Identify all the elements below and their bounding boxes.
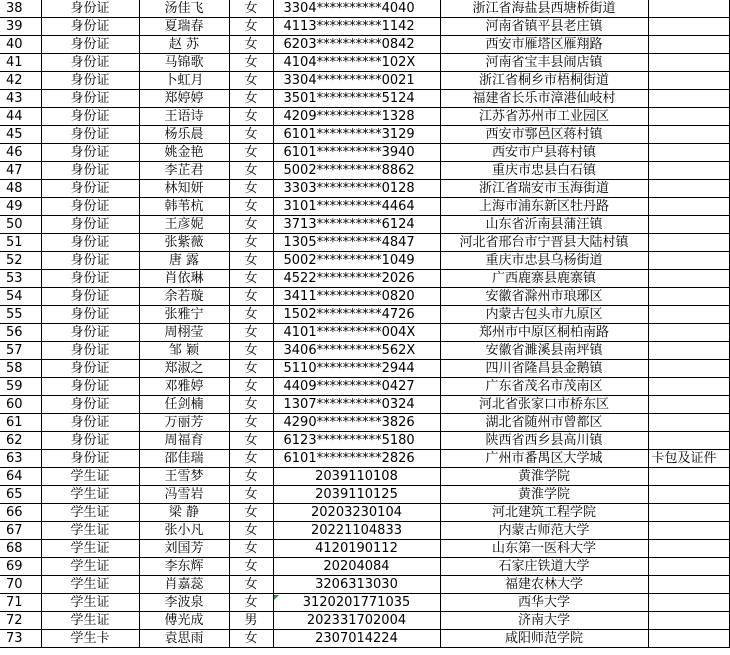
owner-name-cell[interactable]: 周福育 (139, 432, 229, 450)
address-cell[interactable]: 福建省长乐市漳港仙岐村 (440, 90, 648, 108)
row-number-cell[interactable]: 50 (0, 216, 41, 234)
table-row (0, 144, 729, 162)
row-number-cell[interactable]: 48 (0, 180, 41, 198)
id-number-cell[interactable]: 1305**********4847 (273, 234, 440, 252)
gender-cell[interactable]: 女 (229, 468, 273, 486)
id-number-cell[interactable]: 3303**********0128 (273, 180, 440, 198)
document-type-cell[interactable]: 学生证 (41, 540, 139, 558)
gender-cell[interactable]: 女 (229, 36, 273, 54)
id-number-cell[interactable]: 6203**********0842 (273, 36, 440, 54)
gender-cell[interactable]: 女 (229, 342, 273, 360)
address-cell[interactable]: 浙江省瑞安市玉海街道 (440, 180, 648, 198)
row-number-cell[interactable]: 53 (0, 270, 41, 288)
row-number-cell[interactable]: 69 (0, 558, 41, 576)
document-type-cell[interactable]: 身份证 (41, 18, 139, 36)
note-cell[interactable] (648, 90, 729, 108)
id-number-cell[interactable]: 1307**********0324 (273, 396, 440, 414)
id-number-cell[interactable]: 20221104833 (273, 522, 440, 540)
table-row (0, 252, 729, 270)
row-number-cell[interactable]: 70 (0, 576, 41, 594)
document-type-cell[interactable]: 身份证 (41, 144, 139, 162)
note-cell[interactable] (648, 288, 729, 306)
address-cell[interactable]: 黄淮学院 (440, 468, 648, 486)
gender-cell[interactable]: 女 (229, 450, 273, 468)
gender-cell[interactable]: 女 (229, 432, 273, 450)
gender-cell[interactable]: 男 (229, 612, 273, 630)
note-cell[interactable] (648, 576, 729, 594)
row-number-cell[interactable]: 62 (0, 432, 41, 450)
document-type-cell[interactable]: 身份证 (41, 342, 139, 360)
id-number-cell[interactable]: 3411**********0820 (273, 288, 440, 306)
document-type-cell[interactable]: 身份证 (41, 162, 139, 180)
row-number-cell[interactable]: 72 (0, 612, 41, 630)
gender-cell[interactable]: 女 (229, 234, 273, 252)
table-row (0, 108, 729, 126)
row-number-cell[interactable]: 45 (0, 126, 41, 144)
address-cell[interactable]: 河北建筑工程学院 (440, 504, 648, 522)
address-cell[interactable]: 内蒙古包头市九原区 (440, 306, 648, 324)
owner-name-cell[interactable]: 傅光成 (139, 612, 229, 630)
address-cell[interactable]: 河北省邢台市宁晋县大陆村镇 (440, 234, 648, 252)
id-number-cell[interactable]: 20204084 (273, 558, 440, 576)
table-row (0, 162, 729, 180)
note-cell[interactable] (648, 594, 729, 612)
gender-cell[interactable]: 女 (229, 360, 273, 378)
address-cell[interactable]: 郑州市中原区桐柏南路 (440, 324, 648, 342)
address-cell[interactable]: 济南大学 (440, 612, 648, 630)
note-cell[interactable] (648, 270, 729, 288)
document-type-cell[interactable]: 学生卡 (41, 630, 139, 648)
address-cell[interactable]: 广西鹿寨县鹿寨镇 (440, 270, 648, 288)
document-type-cell[interactable]: 身份证 (41, 360, 139, 378)
owner-name-cell[interactable]: 马锦歌 (139, 54, 229, 72)
owner-name-cell[interactable]: 李东辉 (139, 558, 229, 576)
row-number-cell[interactable]: 51 (0, 234, 41, 252)
gender-cell[interactable]: 女 (229, 558, 273, 576)
owner-name-cell[interactable]: 王彦妮 (139, 216, 229, 234)
id-number-cell[interactable]: 4209**********1328 (273, 108, 440, 126)
gender-cell[interactable]: 女 (229, 126, 273, 144)
table-row (0, 306, 729, 324)
row-number-cell[interactable]: 43 (0, 90, 41, 108)
table-row (0, 342, 729, 360)
document-type-cell[interactable]: 身份证 (41, 414, 139, 432)
address-cell[interactable]: 广州市番禺区大学城 (440, 450, 648, 468)
row-number-cell[interactable]: 66 (0, 504, 41, 522)
gender-cell[interactable]: 女 (229, 396, 273, 414)
table-row (0, 414, 729, 432)
gender-cell[interactable]: 女 (229, 594, 273, 612)
table-row (0, 90, 729, 108)
document-type-cell[interactable]: 身份证 (41, 198, 139, 216)
table-row (0, 450, 729, 468)
owner-name-cell[interactable]: 肖依琳 (139, 270, 229, 288)
table-row (0, 504, 729, 522)
owner-name-cell[interactable]: 郑婷婷 (139, 90, 229, 108)
owner-name-cell[interactable]: 邵佳瑞 (139, 450, 229, 468)
note-cell[interactable]: 卡包及证件 (648, 450, 729, 468)
row-number-cell[interactable]: 60 (0, 396, 41, 414)
note-cell[interactable] (648, 36, 729, 54)
row-number-cell[interactable]: 49 (0, 198, 41, 216)
gender-cell[interactable]: 女 (229, 576, 273, 594)
gender-cell[interactable]: 女 (229, 0, 273, 18)
row-number-cell[interactable]: 63 (0, 450, 41, 468)
address-cell[interactable]: 咸阳师范学院 (440, 630, 648, 648)
table-row (0, 216, 729, 234)
row-number-cell[interactable]: 47 (0, 162, 41, 180)
address-cell[interactable]: 浙江省桐乡市梧桐街道 (440, 72, 648, 90)
table-row (0, 126, 729, 144)
document-type-cell[interactable]: 学生证 (41, 504, 139, 522)
document-type-cell[interactable]: 学生证 (41, 558, 139, 576)
gender-cell[interactable]: 女 (229, 630, 273, 648)
row-number-cell[interactable]: 54 (0, 288, 41, 306)
table-row (0, 324, 729, 342)
note-cell[interactable] (648, 522, 729, 540)
id-number-cell[interactable]: 4409**********0427 (273, 378, 440, 396)
id-number-cell[interactable]: 2039110108 (273, 468, 440, 486)
id-number-cell[interactable]: 1502**********4726 (273, 306, 440, 324)
row-number-cell[interactable]: 39 (0, 18, 41, 36)
document-type-cell[interactable]: 身份证 (41, 72, 139, 90)
document-type-cell[interactable]: 学生证 (41, 612, 139, 630)
note-cell[interactable] (648, 198, 729, 216)
table-row (0, 72, 729, 90)
note-cell[interactable] (648, 504, 729, 522)
id-number-cell[interactable]: 6101**********3940 (273, 144, 440, 162)
id-number-cell[interactable]: 5002**********8862 (273, 162, 440, 180)
address-cell[interactable]: 西安市雁塔区雁翔路 (440, 36, 648, 54)
row-number-cell[interactable]: 65 (0, 486, 41, 504)
id-number-cell[interactable]: 3501**********5124 (273, 90, 440, 108)
table-row (0, 576, 729, 594)
row-number-cell[interactable]: 58 (0, 360, 41, 378)
document-type-cell[interactable]: 身份证 (41, 36, 139, 54)
owner-name-cell[interactable]: 邹 颖 (139, 342, 229, 360)
document-type-cell[interactable]: 身份证 (41, 378, 139, 396)
note-cell[interactable] (648, 486, 729, 504)
note-cell[interactable] (648, 612, 729, 630)
id-number-cell[interactable]: 3120201771035 (273, 594, 440, 612)
row-number-cell[interactable]: 64 (0, 468, 41, 486)
note-cell[interactable] (648, 540, 729, 558)
table-row (0, 198, 729, 216)
row-number-cell[interactable]: 40 (0, 36, 41, 54)
gender-cell[interactable]: 女 (229, 306, 273, 324)
table-row (0, 630, 729, 648)
address-cell[interactable]: 上海市浦东新区牡丹路 (440, 198, 648, 216)
note-cell[interactable] (648, 144, 729, 162)
document-type-cell[interactable]: 身份证 (41, 234, 139, 252)
note-cell[interactable] (648, 414, 729, 432)
table-row (0, 36, 729, 54)
gender-cell[interactable]: 女 (229, 198, 273, 216)
owner-name-cell[interactable]: 任剑楠 (139, 396, 229, 414)
document-type-cell[interactable]: 身份证 (41, 252, 139, 270)
table-row (0, 234, 729, 252)
gender-cell[interactable]: 女 (229, 522, 273, 540)
document-type-cell[interactable]: 身份证 (41, 54, 139, 72)
row-number-cell[interactable]: 59 (0, 378, 41, 396)
document-type-cell[interactable]: 身份证 (41, 0, 139, 18)
cell-comment-indicator (274, 595, 279, 600)
gender-cell[interactable]: 女 (229, 54, 273, 72)
note-cell[interactable] (648, 72, 729, 90)
address-cell[interactable]: 山东第一医科大学 (440, 540, 648, 558)
address-cell[interactable]: 河北省张家口市桥东区 (440, 396, 648, 414)
address-cell[interactable]: 山东省沂南县蒲汪镇 (440, 216, 648, 234)
address-cell[interactable]: 黄淮学院 (440, 486, 648, 504)
id-number-cell[interactable]: 4101**********004X (273, 324, 440, 342)
document-type-cell[interactable]: 身份证 (41, 216, 139, 234)
id-number-cell[interactable]: 2307014224 (273, 630, 440, 648)
note-cell[interactable] (648, 558, 729, 576)
address-cell[interactable]: 陕西省西乡县高川镇 (440, 432, 648, 450)
note-cell[interactable] (648, 0, 729, 18)
row-number-cell[interactable]: 73 (0, 630, 41, 648)
table-row (0, 270, 729, 288)
gender-cell[interactable]: 女 (229, 540, 273, 558)
address-cell[interactable]: 福建农林大学 (440, 576, 648, 594)
table-row (0, 378, 729, 396)
note-cell[interactable] (648, 306, 729, 324)
document-type-cell[interactable]: 学生证 (41, 486, 139, 504)
note-cell[interactable] (648, 216, 729, 234)
note-cell[interactable] (648, 324, 729, 342)
owner-name-cell[interactable]: 余若璇 (139, 288, 229, 306)
row-number-cell[interactable]: 55 (0, 306, 41, 324)
note-cell[interactable] (648, 468, 729, 486)
table-row (0, 396, 729, 414)
owner-name-cell[interactable]: 张小凡 (139, 522, 229, 540)
gender-cell[interactable]: 女 (229, 216, 273, 234)
note-cell[interactable] (648, 396, 729, 414)
id-number-cell[interactable]: 5002**********1049 (273, 252, 440, 270)
row-number-cell[interactable]: 67 (0, 522, 41, 540)
owner-name-cell[interactable]: 张雅宁 (139, 306, 229, 324)
table-row (0, 594, 729, 612)
id-number-cell[interactable]: 6101**********2826 (273, 450, 440, 468)
address-cell[interactable]: 河南省镇平县老庄镇 (440, 18, 648, 36)
document-type-cell[interactable]: 身份证 (41, 306, 139, 324)
owner-name-cell[interactable]: 周栩莹 (139, 324, 229, 342)
gender-cell[interactable]: 女 (229, 108, 273, 126)
document-type-cell[interactable]: 身份证 (41, 288, 139, 306)
address-cell[interactable]: 湖北省随州市曾都区 (440, 414, 648, 432)
row-number-cell[interactable]: 42 (0, 72, 41, 90)
table-row (0, 432, 729, 450)
document-type-cell[interactable]: 身份证 (41, 108, 139, 126)
table-row (0, 180, 729, 198)
note-cell[interactable] (648, 108, 729, 126)
owner-name-cell[interactable]: 梁 静 (139, 504, 229, 522)
id-number-cell[interactable]: 4104**********102X (273, 54, 440, 72)
owner-name-cell[interactable]: 赵 苏 (139, 36, 229, 54)
document-type-cell[interactable]: 学生证 (41, 468, 139, 486)
document-type-cell[interactable]: 身份证 (41, 180, 139, 198)
gender-cell[interactable]: 女 (229, 414, 273, 432)
gender-cell[interactable]: 女 (229, 270, 273, 288)
address-cell[interactable]: 广东省茂名市茂南区 (440, 378, 648, 396)
document-type-cell[interactable]: 身份证 (41, 396, 139, 414)
gender-cell[interactable]: 女 (229, 144, 273, 162)
gender-cell[interactable]: 女 (229, 72, 273, 90)
id-number-cell[interactable]: 3406**********562X (273, 342, 440, 360)
address-cell[interactable]: 重庆市忠县乌杨街道 (440, 252, 648, 270)
id-number-cell[interactable]: 202331702004 (273, 612, 440, 630)
owner-name-cell[interactable]: 卜虹月 (139, 72, 229, 90)
gender-cell[interactable]: 女 (229, 378, 273, 396)
note-cell[interactable] (648, 630, 729, 648)
id-number-cell[interactable]: 4290**********3826 (273, 414, 440, 432)
address-cell[interactable]: 浙江省海盐县西塘桥街道 (440, 0, 648, 18)
owner-name-cell[interactable]: 郑淑之 (139, 360, 229, 378)
owner-name-cell[interactable]: 袁思雨 (139, 630, 229, 648)
row-number-cell[interactable]: 71 (0, 594, 41, 612)
note-cell[interactable] (648, 234, 729, 252)
address-cell[interactable]: 重庆市忠县白石镇 (440, 162, 648, 180)
table-row (0, 288, 729, 306)
owner-name-cell[interactable]: 韩苇杭 (139, 198, 229, 216)
id-number-cell[interactable]: 6123**********5180 (273, 432, 440, 450)
owner-name-cell[interactable]: 张紫薇 (139, 234, 229, 252)
note-cell[interactable] (648, 18, 729, 36)
gender-cell[interactable]: 女 (229, 324, 273, 342)
id-number-cell[interactable]: 3206313030 (273, 576, 440, 594)
id-number-cell[interactable]: 3304**********0021 (273, 72, 440, 90)
table-row (0, 558, 729, 576)
address-cell[interactable]: 河南省宝丰县闹店镇 (440, 54, 648, 72)
gender-cell[interactable]: 女 (229, 180, 273, 198)
owner-name-cell[interactable]: 王雪梦 (139, 468, 229, 486)
address-cell[interactable]: 内蒙古师范大学 (440, 522, 648, 540)
address-cell[interactable]: 石家庄铁道大学 (440, 558, 648, 576)
owner-name-cell[interactable]: 王语诗 (139, 108, 229, 126)
row-number-cell[interactable]: 38 (0, 0, 41, 18)
row-number-cell[interactable]: 61 (0, 414, 41, 432)
id-number-cell[interactable]: 5110**********2944 (273, 360, 440, 378)
id-number-cell[interactable]: 3713**********6124 (273, 216, 440, 234)
id-number-cell[interactable]: 4522**********2026 (273, 270, 440, 288)
address-cell[interactable]: 四川省隆昌县金鹅镇 (440, 360, 648, 378)
gender-cell[interactable]: 女 (229, 288, 273, 306)
note-cell[interactable] (648, 180, 729, 198)
id-number-cell[interactable]: 4120190112 (273, 540, 440, 558)
row-number-cell[interactable]: 46 (0, 144, 41, 162)
row-number-cell[interactable]: 57 (0, 342, 41, 360)
row-number-cell[interactable]: 52 (0, 252, 41, 270)
document-type-cell[interactable]: 学生证 (41, 522, 139, 540)
gender-cell[interactable]: 女 (229, 486, 273, 504)
table-row (0, 522, 729, 540)
owner-name-cell[interactable]: 汤佳飞 (139, 0, 229, 18)
document-type-cell[interactable]: 身份证 (41, 90, 139, 108)
owner-name-cell[interactable]: 夏瑞春 (139, 18, 229, 36)
owner-name-cell[interactable]: 李芷君 (139, 162, 229, 180)
document-type-cell[interactable]: 学生证 (41, 576, 139, 594)
row-number-cell[interactable]: 44 (0, 108, 41, 126)
address-cell[interactable]: 安徽省滁州市琅琊区 (440, 288, 648, 306)
id-number-cell[interactable]: 4113**********1142 (273, 18, 440, 36)
id-number-cell[interactable]: 2039110125 (273, 486, 440, 504)
owner-name-cell[interactable]: 唐 露 (139, 252, 229, 270)
note-cell[interactable] (648, 54, 729, 72)
document-type-cell[interactable]: 身份证 (41, 324, 139, 342)
id-number-cell[interactable]: 3101**********4464 (273, 198, 440, 216)
document-type-cell[interactable]: 身份证 (41, 432, 139, 450)
table-row (0, 612, 729, 630)
owner-name-cell[interactable]: 林知妍 (139, 180, 229, 198)
id-number-cell[interactable]: 3304**********4040 (273, 0, 440, 18)
note-cell[interactable] (648, 252, 729, 270)
id-number-cell[interactable]: 20203230104 (273, 504, 440, 522)
gender-cell[interactable]: 女 (229, 18, 273, 36)
owner-name-cell[interactable]: 冯雪岩 (139, 486, 229, 504)
address-cell[interactable]: 西安市户县蒋村镇 (440, 144, 648, 162)
row-number-cell[interactable]: 41 (0, 54, 41, 72)
table-row (0, 0, 729, 18)
owner-name-cell[interactable]: 万丽芳 (139, 414, 229, 432)
note-cell[interactable] (648, 126, 729, 144)
address-cell[interactable]: 西华大学 (440, 594, 648, 612)
address-cell[interactable]: 西安市鄠邑区蒋村镇 (440, 126, 648, 144)
table-row (0, 468, 729, 486)
document-type-cell[interactable]: 身份证 (41, 126, 139, 144)
document-type-cell[interactable]: 身份证 (41, 450, 139, 468)
owner-name-cell[interactable]: 邓雅婷 (139, 378, 229, 396)
owner-name-cell[interactable]: 姚金艳 (139, 144, 229, 162)
address-cell[interactable]: 安徽省濉溪县南坪镇 (440, 342, 648, 360)
gender-cell[interactable]: 女 (229, 162, 273, 180)
gender-cell[interactable]: 女 (229, 252, 273, 270)
document-type-cell[interactable]: 身份证 (41, 270, 139, 288)
id-number-cell[interactable]: 6101**********3129 (273, 126, 440, 144)
note-cell[interactable] (648, 162, 729, 180)
table-row (0, 54, 729, 72)
row-number-cell[interactable]: 68 (0, 540, 41, 558)
address-cell[interactable]: 江苏省苏州市工业园区 (440, 108, 648, 126)
owner-name-cell[interactable]: 李波泉 (139, 594, 229, 612)
owner-name-cell[interactable]: 肖嘉蕊 (139, 576, 229, 594)
table-row (0, 486, 729, 504)
row-number-cell[interactable]: 56 (0, 324, 41, 342)
table-row (0, 18, 729, 36)
table-row (0, 540, 729, 558)
gender-cell[interactable]: 女 (229, 504, 273, 522)
document-type-cell[interactable]: 学生证 (41, 594, 139, 612)
note-cell[interactable] (648, 432, 729, 450)
gender-cell[interactable]: 女 (229, 90, 273, 108)
table-row (0, 360, 729, 378)
note-cell[interactable] (648, 360, 729, 378)
owner-name-cell[interactable]: 杨乐晨 (139, 126, 229, 144)
owner-name-cell[interactable]: 刘国芳 (139, 540, 229, 558)
note-cell[interactable] (648, 342, 729, 360)
note-cell[interactable] (648, 378, 729, 396)
